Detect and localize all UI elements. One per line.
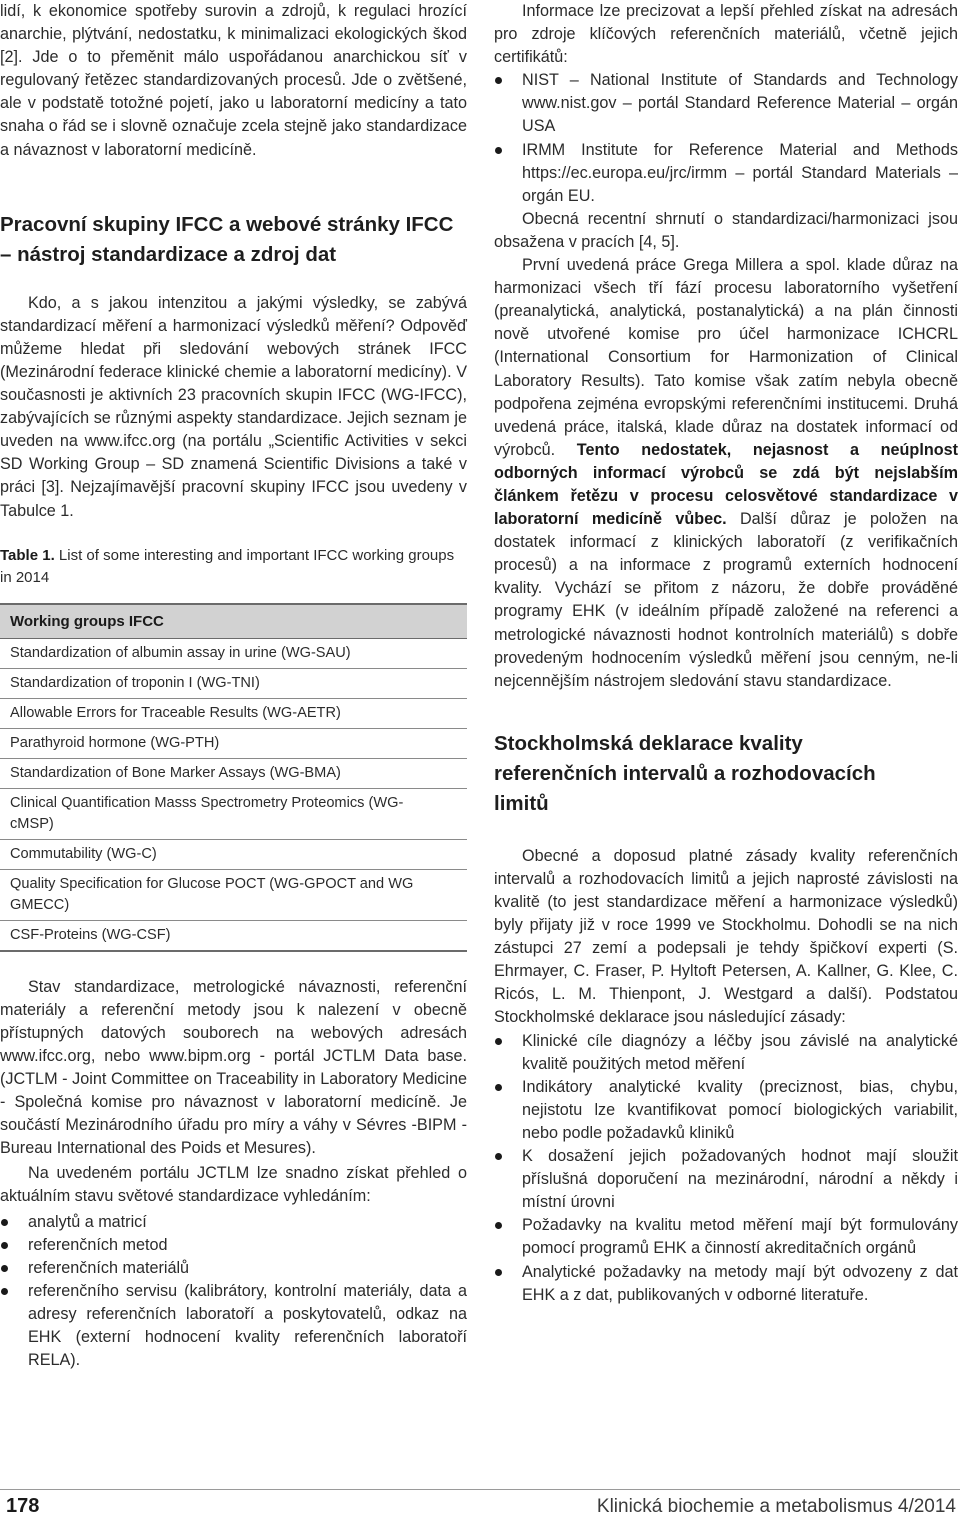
paragraph-miller-emphasis: Tento nedostatek, nejasnost a neúplnost odborných informací výrobců se zdá být nejslabším článkem řetězu v procesu celosvětové standardizace v laboratorní medicíně vůbec. [494, 440, 958, 529]
list-item-text: Analytické požadavky na metody mají být odvozeny z dat EHK a z dat, publikovaných v odborné literatuře. [522, 1262, 958, 1304]
paragraph-miller-tail: Další důraz je položen na dostatek informací z klinických laboratoří (z verifikačních procesů) a na informace z programů externích hodnocení kvality. Vychází se přitom z názoru, že dobře prováděné programy EHK (v ideálním případě založené na referenci a metrologické návaznosti hodnot kontrolních materiálů) s dobře provedeným hodnocením výsledků měření jsou cenným, ne-li nejcennějším nástrojem sledování stavu standardizace. [494, 510, 958, 690]
list-item [0, 1234, 467, 1257]
left-column [0, 0, 467, 1372]
table-row [0, 788, 467, 839]
table-header-row [0, 604, 467, 639]
table-row [0, 920, 467, 951]
table-row [0, 869, 467, 920]
stockholm-principles-list [494, 1030, 958, 1307]
bullet-icon [495, 1084, 502, 1091]
paragraph-reference-materials: Informace lze precizovat a lepší přehled získat na adresách pro zdroje klíčových referenčních materiálů, včetně jejich certifikátů: [494, 2, 958, 67]
table-header: Working groups IFCC [0, 604, 467, 639]
table-caption-text: List of some interesting and important IFCC working groups in 2014 [0, 546, 455, 586]
list-item-text: Požadavky na kvalitu metod měření mají být formulovány pomocí programů EHK a činností akreditačních orgánů [522, 1216, 958, 1258]
paragraph-ifcc: Kdo, a s jakou intenzitou a jakými výsledky, se zabývá standardizací měření a harmonizací výsledků měření? Odpověď můžeme hledat při sledování webových stránek IFCC (Mezinárodní federace klinické chemie a laboratorní medicíny). V současnosti je aktivních 23 pracovních skupin IFCC (WG-IFCC), zabývajících se různými aspekty standardizace. Jejich seznam je uveden na www.ifcc.org (na portálu „Scientific Activities v sekci SD Working Group – SD znamená Scientific Divisions a také v práci [3]. Nejzajímavější pracovní skupiny IFCC jsou uvedeny v Tabulce 1. [0, 293, 467, 520]
table-cell: Allowable Errors for Traceable Results (WG-AETR) [0, 698, 467, 728]
table-row [0, 638, 467, 668]
paragraph-miller-text: První uvedená práce Grega Millera a spol. klade důraz na harmonizaci všech tří fází procesu laboratorního vyšetření (preanalytická, analytická, postanalytická) a na plán činnosti nově utvořené komise pro účel harmonizace ICHCRL (International Consortium for Harmonization of Clinical Laboratory Results). Tato komise však zatím nebyla obecně podpořena zejména evropskými referenčními institucemi. Druhá uvedená práce, italská, klade důraz na dostatek informací od výrobců. [494, 256, 958, 459]
table-cell: Quality Specification for Glucose POCT (WG-GPOCT and WG GMECC) [0, 869, 467, 920]
list-item-text: referenčního servisu (kalibrátory, kontrolní materiály, data a adresy referenčních laboratoří a poskytovatelů, odkaz na EHK (externí hodnocení kvality referenčních laboratoří RELA). [28, 1281, 467, 1370]
table-cell: Clinical Quantification Masss Spectrometry Proteomics (WG-cMSP) [0, 788, 467, 839]
bullet-icon [1, 1219, 8, 1226]
table-row [0, 839, 467, 869]
table-caption-label: Table 1. [0, 546, 55, 564]
table-row [0, 758, 467, 788]
table-caption [0, 545, 467, 589]
list-item-text: K dosažení jejich požadovaných hodnot mají sloužit příslušná doporučení na mezinárodní, národní a někdy i místní úrovni [522, 1147, 958, 1212]
reference-sources-list [494, 69, 958, 208]
section-heading-stockholm: Stockholmská deklarace kvality referenčních intervalů a rozhodovacích limitů [494, 731, 876, 815]
list-item [494, 1030, 958, 1076]
bullet-icon [1, 1288, 8, 1295]
footer-divider [0, 1489, 960, 1490]
bullet-icon [495, 1038, 502, 1045]
paragraph-miller [494, 254, 958, 693]
table-cell: Commutability (WG-C) [0, 839, 467, 869]
list-item [0, 1257, 467, 1280]
list-item [0, 1280, 467, 1372]
list-item [494, 1076, 958, 1145]
list-item-text: referenčních materiálů [28, 1258, 190, 1277]
paragraph-intro: lidí, k ekonomice spotřeby surovin a zdrojů, k regulaci hrozící anarchie, plýtvání, nedostatku, k minimalizaci ekologických škod [2]. Jde o to přeměnit málo uspořádanou anarchickou síť v regulovaný řetězec standardizovaných procesů. Jde o zvětšené, ale v podstatě totožné pojetí, jako u laboratorní medicíny a tato snaha o řád se i slovně označuje zcela stejně jako standardizace a návaznost v laboratorní medicíně. [0, 2, 467, 159]
right-column [494, 0, 958, 1307]
list-item-text: IRMM Institute for Reference Material and Methods https://ec.europa.eu/jrc/irmm – portál Standard Materials – orgán EU. [522, 140, 958, 205]
list-item-text: referenčních metod [28, 1235, 168, 1254]
table-cell: Standardization of troponin I (WG-TNI) [0, 668, 467, 698]
bullet-icon [495, 1153, 502, 1160]
journal-name: Klinická biochemie a metabolismus 4/2014 [596, 1496, 956, 1517]
working-groups-table [0, 603, 467, 952]
list-item [494, 1145, 958, 1214]
bullet-icon [495, 77, 502, 84]
paragraph-portal: Na uvedeném portálu JCTLM lze snadno získat přehled o aktuálním stavu světové standardizace vyhledáním: [0, 1164, 467, 1206]
table-row [0, 668, 467, 698]
bullet-icon [1, 1242, 8, 1249]
table-cell: Parathyroid hormone (WG-PTH) [0, 728, 467, 758]
list-item-text: NIST – National Institute of Standards and Technology www.nist.gov – portál Standard Reference Material – orgán USA [522, 71, 958, 136]
paragraph-summaries: Obecná recentní shrnutí o standardizaci/harmonizaci jsou obsažena v pracích [4, 5]. [494, 209, 958, 251]
list-item-text: analytů a matricí [28, 1212, 147, 1231]
list-item [494, 1214, 958, 1260]
bullet-icon [495, 1222, 502, 1229]
bullet-icon [495, 1269, 502, 1276]
bullet-icon [1, 1265, 8, 1272]
paragraph-stockholm: Obecné a doposud platné zásady kvality referenčních intervalů a rozhodovacích limitů a jejich naprosté závislosti na kvalitě (to jest standardizace měření a harmonizace výsledků) byly přijaty již v roce 1999 ve Stockholmu. Dohodli se na nich zástupci 27 zemí a podepsali je tehdy špičkoví experti (S. Ehrmayer, C. Fraser, P. Hyltoft Petersen, A. Kallner, G. Klee, C. Ricós, L. M. Thienpont, J. Westgard a další). Podstatou Stockholmské deklarace jsou následující zásady: [494, 846, 958, 1027]
list-item-text: Indikátory analytické kvality (preciznost, bias, chybu, nejistotu lze kvantifikovat pomocí biologických variabilit, nebo podle požadavků kliniků [522, 1077, 958, 1142]
table-row [0, 698, 467, 728]
page-number: 178 [6, 1495, 40, 1517]
paragraph-jctlm: Stav standardizace, metrologické návaznosti, referenční materiály a referenční metody jsou k nalezení v obecně přístupných datových souborech na webových adresách www.ifcc.org, nebo www.bipm.org - portál JCTLM Data base. (JCTLM - Joint Committee on Traceability in Laboratory Medicine - Společná komise pro návaznost v laboratorní medicíně. Je součástí Mezinárodního úřadu pro míry a váhy v Sévres -BIPM -Bureau International des Poids et Mesures). [0, 977, 467, 1158]
list-item-text: Klinické cíle diagnózy a léčby jsou závislé na analytické kvalitě použitých metod měření [522, 1031, 958, 1073]
list-item [494, 1261, 958, 1307]
table-row [0, 728, 467, 758]
section-heading-ifcc: Pracovní skupiny IFCC a webové stránky IFCC – nástroj standardizace a zdroj dat [0, 212, 454, 266]
list-item [494, 69, 958, 138]
list-item [0, 1211, 467, 1234]
table-cell: Standardization of Bone Marker Assays (WG-BMA) [0, 758, 467, 788]
jctlm-list [0, 1211, 467, 1373]
bullet-icon [495, 147, 502, 154]
table-cell: Standardization of albumin assay in urine (WG-SAU) [0, 638, 467, 668]
table-cell: CSF-Proteins (WG-CSF) [0, 920, 467, 951]
list-item [494, 139, 958, 208]
